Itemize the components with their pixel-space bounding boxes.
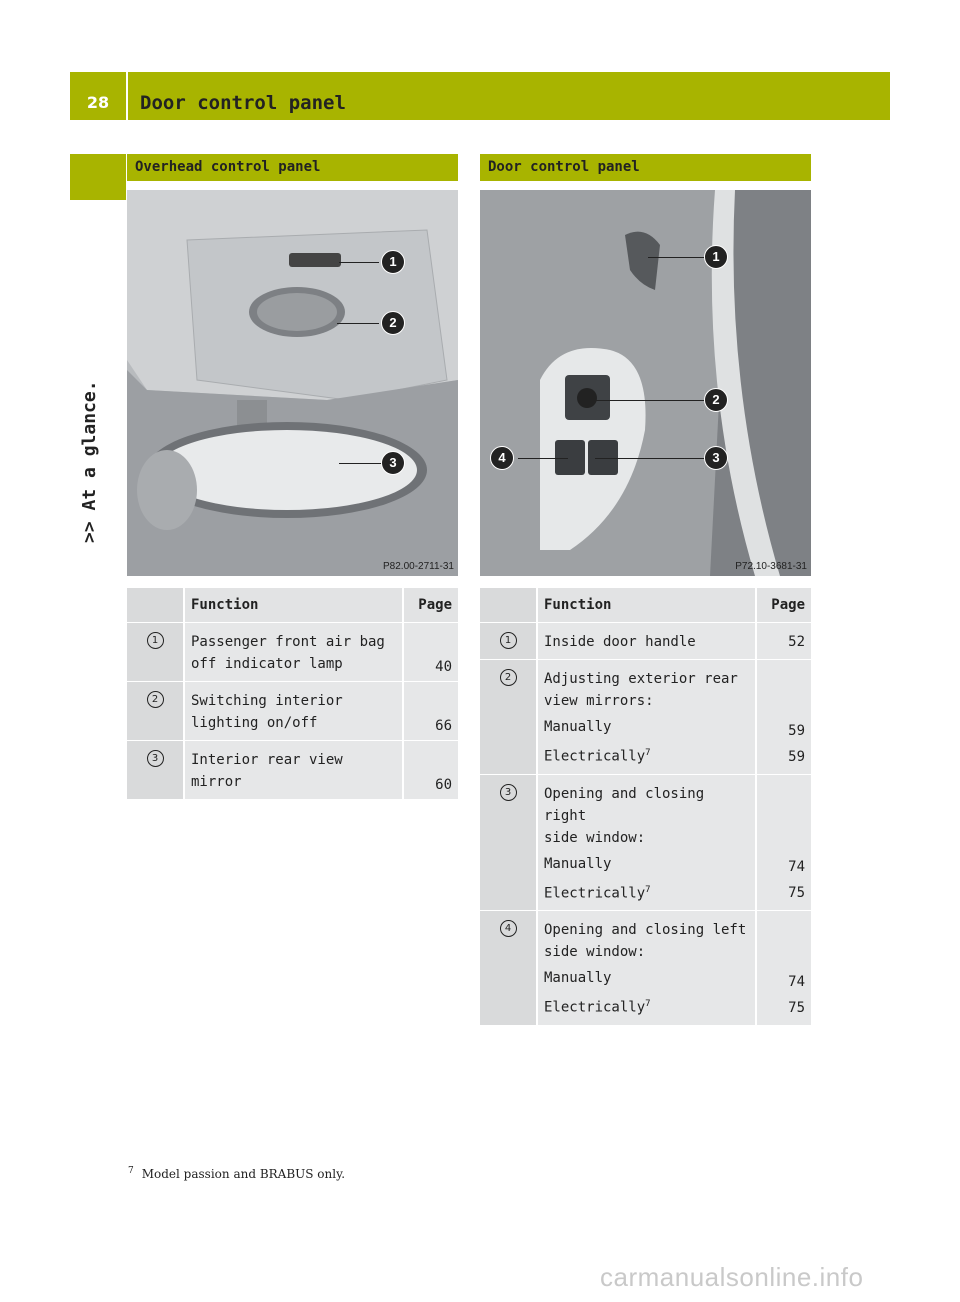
callout-1: 1 <box>381 250 405 274</box>
footnote <box>128 1166 345 1181</box>
overhead-function-table <box>127 588 458 800</box>
callout-line-3 <box>339 463 383 464</box>
callout-line-1 <box>339 262 379 263</box>
manual-label: Manually <box>544 719 612 735</box>
table-header-page: Page <box>756 588 811 623</box>
function-text: Adjusting exterior rear <box>544 671 738 687</box>
section-heading-door: Door control panel <box>480 154 811 181</box>
door-panel-photo <box>480 190 811 576</box>
callout-3: 3 <box>381 451 405 475</box>
callout-3: 3 <box>704 446 728 470</box>
function-text: off indicator lamp <box>191 656 343 672</box>
elec-label: Electrically$^7$ <box>544 884 651 902</box>
table-row <box>480 774 811 911</box>
elec-page: 59 <box>788 748 805 765</box>
manual-page: 74 <box>788 859 805 876</box>
row-number: 2 <box>500 669 517 686</box>
elec-label: Electrically$^7$ <box>544 748 651 765</box>
function-text: Inside door handle <box>544 634 696 650</box>
manual-label: Manually <box>544 855 612 872</box>
row-number: 3 <box>500 784 517 801</box>
function-text: Interior rear view mirror <box>191 752 343 790</box>
footnote-text: Model passion and BRABUS only. <box>141 1167 346 1181</box>
header-divider <box>126 72 128 120</box>
section-heading-overhead: Overhead control panel <box>127 154 458 181</box>
callout-line-2 <box>337 323 379 324</box>
table-row <box>127 682 458 741</box>
page-title: Door control panel <box>140 92 346 114</box>
callout-line-4 <box>518 458 568 459</box>
table-header-num <box>127 588 184 623</box>
elec-page: 75 <box>788 999 805 1016</box>
page-ref: 66 <box>403 682 458 741</box>
callout-line-2 <box>590 400 704 401</box>
footnote-number: 7 <box>128 1166 134 1176</box>
photo-code: P82.00-2711-31 <box>383 561 454 572</box>
callout-2: 2 <box>381 311 405 335</box>
function-text: Opening and closing right <box>544 785 705 824</box>
side-label-text: >> At a glance. <box>79 380 100 543</box>
row-number: 3 <box>147 750 164 767</box>
manual-page: 74 <box>788 973 805 990</box>
function-text: lighting on/off <box>191 715 318 731</box>
function-text: Passenger front air bag <box>191 634 385 650</box>
table-header-row <box>127 588 458 623</box>
elec-page: 75 <box>788 885 805 902</box>
page-ref: 60 <box>403 741 458 800</box>
page-ref: 40 <box>403 623 458 682</box>
table-row <box>480 623 811 660</box>
callout-4: 4 <box>490 446 514 470</box>
table-header-page: Page <box>403 588 458 623</box>
row-number: 2 <box>147 691 164 708</box>
page-ref: 52 <box>756 623 811 660</box>
overhead-panel-photo <box>127 190 458 576</box>
row-number: 1 <box>500 632 517 649</box>
table-row <box>480 911 811 1026</box>
callout-2: 2 <box>704 388 728 412</box>
row-number: 4 <box>500 920 517 937</box>
table-header-num <box>480 588 537 623</box>
side-tab-marker <box>70 154 126 200</box>
function-text: Switching interior <box>191 693 343 709</box>
manual-page: 59 <box>788 722 805 739</box>
table-header-function: Function <box>184 588 403 623</box>
manual-label: Manually <box>544 970 612 987</box>
side-label <box>79 380 119 560</box>
photo-code: P72.10-3681-31 <box>735 561 807 572</box>
callout-1: 1 <box>704 245 728 269</box>
watermark: carmanualsonline.info <box>600 1262 864 1292</box>
door-function-table <box>480 588 811 1026</box>
overhead-photo-illustration <box>127 190 458 576</box>
function-text: side window: <box>544 944 646 961</box>
row-number: 1 <box>147 632 164 649</box>
callout-line-3 <box>595 458 704 459</box>
elec-label: Electrically$^7$ <box>544 999 651 1016</box>
table-header-row <box>480 588 811 623</box>
table-row <box>127 623 458 682</box>
function-text: view mirrors: <box>544 693 654 709</box>
table-header-function: Function <box>537 588 756 623</box>
function-text: side window: <box>544 829 646 846</box>
table-row <box>480 660 811 775</box>
door-photo-illustration <box>480 190 811 576</box>
table-row <box>127 741 458 800</box>
page-number: 28 <box>86 93 110 112</box>
callout-line-1 <box>648 257 704 258</box>
function-text: Opening and closing left <box>544 922 747 939</box>
